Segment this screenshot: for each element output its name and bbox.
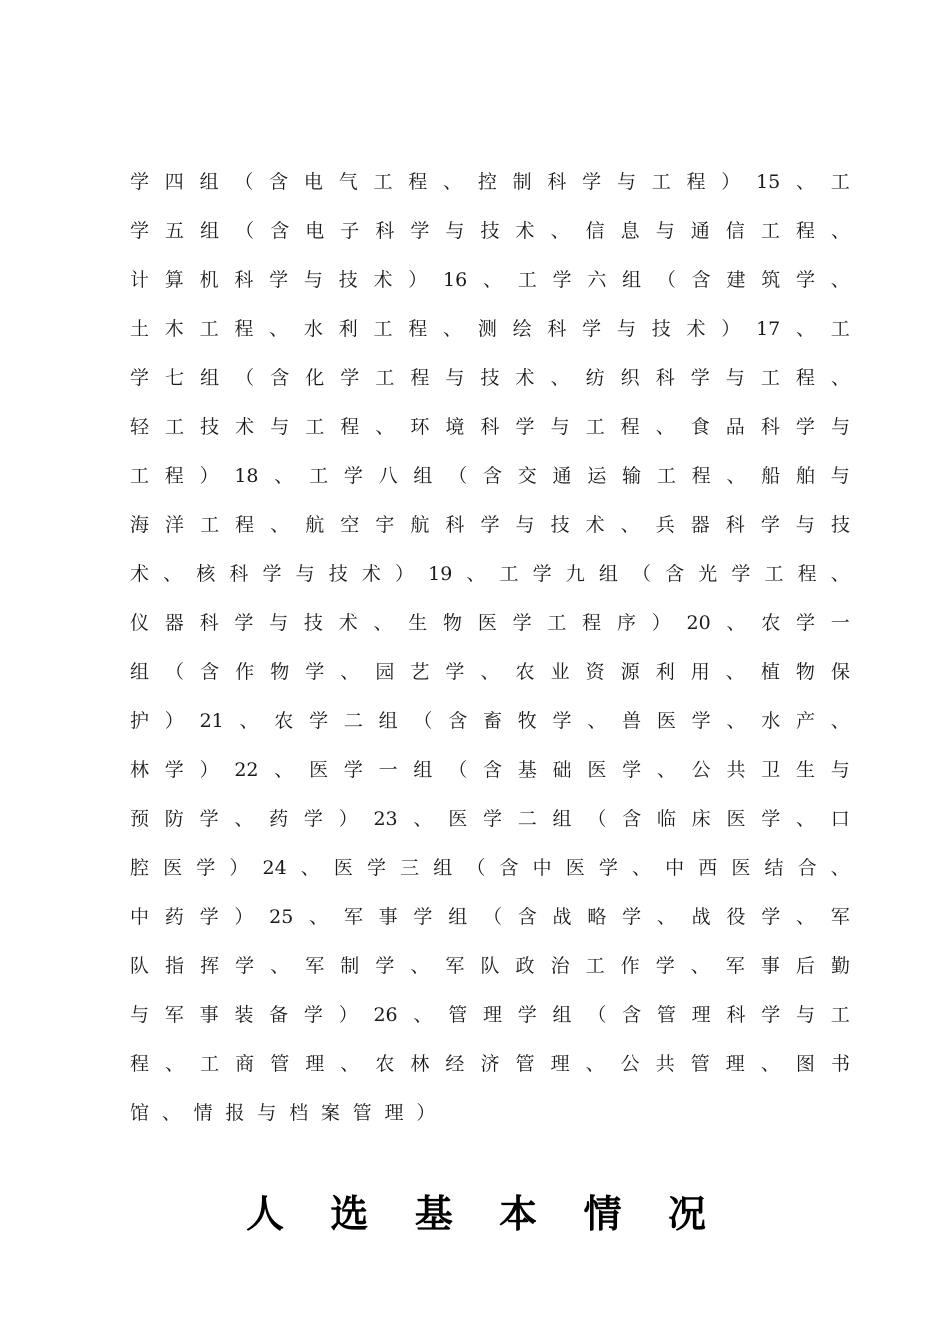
text-line: 术 、 核 科 学 与 技 术 ） 19 、 工 学 九 组 （ 含 光 学 工 程 、 — [130, 563, 850, 585]
text-line: 轻 工 技 术 与 工 程 、 环 境 科 学 与 工 程 、 食 品 科 学 与 — [130, 416, 850, 438]
text-line: 与 军 事 装 备 学 ） 26 、 管 理 学 组 （ 含 管 理 科 学 与 工 — [130, 1004, 850, 1026]
text-line: 队 指 挥 学 、 军 制 学 、 军 队 政 治 工 作 学 、 军 事 后 勤 — [130, 955, 850, 977]
text-line: 预 防 学 、 药 学 ） 23 、 医 学 二 组 （ 含 临 床 医 学 、 口 — [130, 808, 850, 830]
text-line: 仪 器 科 学 与 技 术 、 生 物 医 学 工 程 序 ） 20 、 农 学 一 — [130, 612, 850, 634]
text-line: 中 药 学 ） 25 、 军 事 学 组 （ 含 战 略 学 、 战 役 学 、 军 — [130, 906, 850, 928]
section-title: 人 选 基 本 情 况 — [246, 1191, 706, 1236]
text-line: 工 程 ） 18 、 工 学 八 组 （ 含 交 通 运 输 工 程 、 船 舶 与 — [130, 465, 850, 487]
text-line: 学 七 组 （ 含 化 学 工 程 与 技 术 、 纺 织 科 学 与 工 程 、 — [130, 367, 850, 389]
text-line: 土 木 工 程 、 水 利 工 程 、 测 绘 科 学 与 技 术 ） 17 、 工 — [130, 318, 850, 340]
text-line: 程 、 工 商 管 理 、 农 林 经 济 管 理 、 公 共 管 理 、 图 书 — [130, 1053, 850, 1075]
text-line: 学 五 组 （ 含 电 子 科 学 与 技 术 、 信 息 与 通 信 工 程 、 — [130, 220, 850, 242]
text-line: 腔 医 学 ） 24 、 医 学 三 组 （ 含 中 医 学 、 中 西 医 结 合 、 — [130, 857, 850, 879]
text-line: 组 （ 含 作 物 学 、 园 艺 学 、 农 业 资 源 利 用 、 植 物 保 — [130, 661, 850, 683]
text-line: 海 洋 工 程 、 航 空 宇 航 科 学 与 技 术 、 兵 器 科 学 与 技 — [130, 514, 850, 536]
text-line: 计 算 机 科 学 与 技 术 ） 16 、 工 学 六 组 （ 含 建 筑 学 、 — [130, 269, 850, 291]
body-text — [130, 158, 850, 1138]
text-line: 林 学 ） 22 、 医 学 一 组 （ 含 基 础 医 学 、 公 共 卫 生 与 — [130, 759, 850, 781]
text-line: 学 四 组 （ 含 电 气 工 程 、 控 制 科 学 与 工 程 ） 15 、 工 — [130, 171, 850, 193]
text-line: 馆 、 情 报 与 档 案 管 理 ） — [130, 1102, 436, 1124]
text-line: 护 ） 21 、 农 学 二 组 （ 含 畜 牧 学 、 兽 医 学 、 水 产 、 — [130, 710, 850, 732]
